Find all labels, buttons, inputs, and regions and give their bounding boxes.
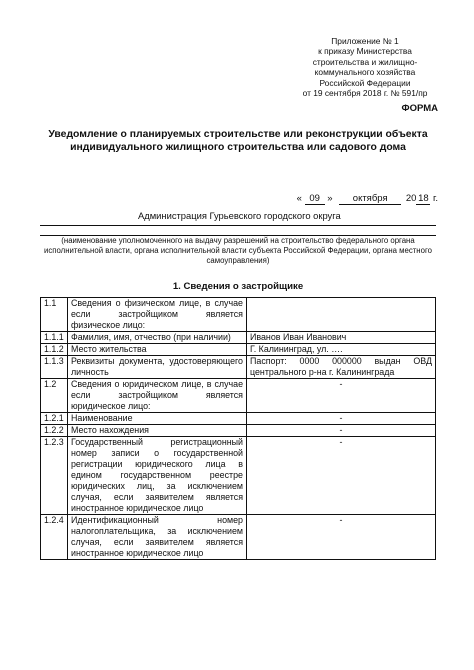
appendix-line: к приказу Министерства [318,46,412,57]
date-line [297,193,438,205]
table-row [41,298,436,332]
date-close-quote: » [327,193,333,204]
date-month: октября [339,193,401,205]
row-value: - [247,425,436,437]
row-value: - [247,437,436,515]
row-number: 1.2.4 [41,515,68,560]
date-year-prefix: 20 [405,193,417,204]
row-number: 1.2.1 [41,413,68,425]
authority-name: Администрация Гурьевского городского округа [138,210,341,221]
appendix-line: Российской Федерации [319,77,411,88]
row-label: Реквизиты документа, удостоверяющего личность [68,356,247,379]
row-value [247,298,436,332]
date-year-abbrev: г. [433,193,438,204]
row-number: 1.1.2 [41,344,68,356]
row-value: Паспорт: 0000 000000 выдан ОВД центрального р-на г. Калининграда [247,356,436,379]
row-label: Место жительства [68,344,247,356]
appendix-line: строительства и жилищно- [312,56,418,67]
row-value: - [247,515,436,560]
table-row [41,379,436,413]
section-title: 1. Сведения о застройщике [172,281,304,292]
row-number: 1.1.1 [41,332,68,344]
table-row [41,332,436,344]
row-label: Место нахождения [68,425,247,437]
date-day: 09 [305,193,325,205]
row-label: Наименование [68,413,247,425]
appendix-block [290,36,440,98]
row-number: 1.2.3 [41,437,68,515]
form-label: ФОРМА [401,103,438,114]
table-row [41,344,436,356]
authority-underline [40,225,436,226]
row-number: 1.2.2 [41,425,68,437]
table-row [41,425,436,437]
date-year-suffix: 18 [418,193,429,204]
row-label: Государственный регистрационный номер записи о государственной регистрации юридического лица в едином государственном реестре юридических лиц, за исключением случая, если заявителем является иностранное юридическое лицо [68,437,247,515]
row-label: Фамилия, имя, отчество (при наличии) [68,332,247,344]
date-open-quote: « [296,193,302,204]
appendix-line: Приложение № 1 [331,36,399,46]
row-value: - [247,413,436,425]
row-value: Иванов Иван Иванович [247,332,436,344]
document-title: Уведомление о планируемых строительстве или реконструкции объекта индивидуального жилищного строительства или садового дома [48,129,428,153]
row-label: Сведения о физическом лице, в случае если застройщиком является физическое лицо: [68,298,247,332]
table-row [41,515,436,560]
table-row [41,356,436,379]
row-number: 1.2 [41,379,68,413]
developer-info-table [40,297,436,560]
authority-block [40,210,436,236]
row-number: 1.1.3 [41,356,68,379]
row-number: 1.1 [41,298,68,332]
row-value: - [247,379,436,413]
appendix-line: коммунального хозяйства [314,67,416,78]
row-label: Сведения о юридическом лице, в случае если застройщиком является юридическое лицо: [68,379,247,413]
appendix-line: от 19 сентября 2018 г. № 591/пр [302,88,428,99]
row-label: Идентификационный номер налогоплательщика, за исключением случая, если заявителем является иностранное юридическое лицо [68,515,247,560]
authority-caption: (наименование уполномоченного на выдачу разрешений на строительство федерального органа исполнительной власти, органа исполнительной власти субъекта Российской Федерации, органа местного самоуправления) [44,236,432,265]
table-row [41,437,436,515]
table-row [41,413,436,425]
row-value: Г. Калининград, ул. …. [247,344,436,356]
